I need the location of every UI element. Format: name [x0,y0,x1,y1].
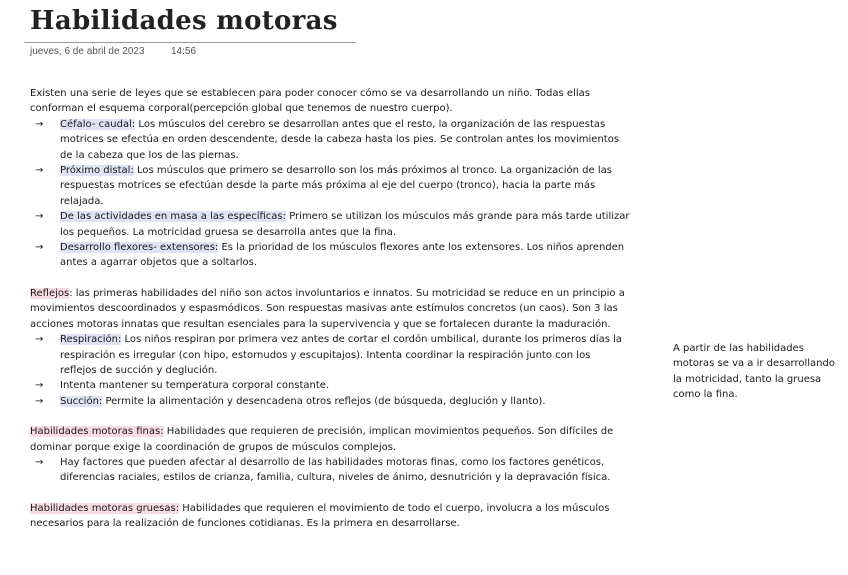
paragraph-text: : las primeras habilidades del niño son actos involuntarios e innatos. Su motricidad se reduce en un principio a movimientos descoordinados y espasmódicos. Son respuestas masivas ante estímulos concretos (un caos). Son 3 las acciones motoras innatas que resultan esenciales para la supervivencia y que se fortalecen durante la maduración. [30,287,625,330]
item-text: Los músculos del cerebro se desarrollan antes que el resto, la organización de las respuestas motrices se efectúa en orden descendente, desde la cabeza hasta los pies. Se controlan antes los movimientos de la cabeza que los de las piernas. [60,118,620,161]
item-text: Los niños respiran por primera vez antes de cortar el cordón umbilical, durante los primeros días la respiración es irregular (con hipo, estornudos y escupitajos). Intenta coordinar la respiración junto con los reflejos de succión y deglución. [60,334,623,376]
term-highlight: De las actividades en masa a las específicas: [60,211,287,223]
arrow-icon: → [35,165,44,177]
list-item-temperatura [30,378,630,393]
term-highlight: Habilidades motoras gruesas: [30,502,180,514]
term-highlight: Reflejos [30,287,70,299]
arrow-icon: → [35,380,44,392]
term-highlight: Succión: [60,395,103,407]
side-note[interactable]: A partir de las habilidades motoras se va a ir desarrollando la motricidad, tanto la gruesa como la fina. [673,343,835,401]
note-time: 14:56 [171,46,197,57]
arrow-icon: → [35,118,44,130]
note-date: jueves, 6 de abril de 2023 [30,46,145,57]
gruesas-paragraph [30,501,630,532]
paragraph-text: Habilidades que requieren el movimiento de todo el cuerpo, involucra a los músculos necesarios para la realización de funciones cotidianas. Es la primera en desarrollarse. [30,502,610,530]
arrow-icon: → [35,395,44,407]
term-highlight: Respiración: [60,334,122,346]
reflejos-paragraph [30,286,630,332]
note-body[interactable] [30,86,630,532]
list-item-flexores-extensores [30,240,630,271]
arrow-icon: → [35,242,44,254]
finas-paragraph [30,424,630,455]
term-highlight: Próximo distal: [60,165,134,177]
list-item-succion [30,394,630,409]
item-text: Intenta mantener su temperatura corporal constante. [60,380,330,392]
page-title: Habilidades motoras [30,6,338,36]
item-text: Hay factores que pueden afectar al desarrollo de las habilidades motoras finas, como los factores genéticos, diferencias raciales, estilos de crianza, familia, cultura, niveles de ánimo, desnutrición y la depravación física. [60,456,611,484]
item-text: Primero se utilizan los músculos más grande para más tarde utilizar los pequeños. La motricidad gruesa se desarrolla antes que la fina. [60,211,630,238]
arrow-icon: → [35,456,44,468]
intro-paragraph: Existen una serie de leyes que se establecen para poder conocer cómo se va desarrollando un niño. Todas ellas conforman el esquema corporal(percepción global que tenemos de nuestro cuerpo). [30,88,590,115]
term-highlight: Habilidades motoras finas: [30,426,164,438]
list-item-factores [30,455,630,486]
list-item-masa-especificas [30,209,630,240]
list-item-respiracion [30,332,630,378]
list-item-cefalo-caudal [30,117,630,163]
title-divider [24,42,356,43]
arrow-icon: → [35,211,44,223]
term-highlight: Céfalo- caudal: [60,118,136,130]
term-highlight: Desarrollo flexores- extensores: [60,242,219,254]
item-text: Es la prioridad de los músculos flexores ante los extensores. Los niños aprenden antes a agarrar objetos que a soltarlos. [60,242,625,269]
list-item-proximo-distal [30,163,630,209]
arrow-icon: → [35,334,44,346]
paragraph-text: Habilidades que requieren de precisión, implican movimientos pequeños. Son difíciles de dominar porque exige la coordinación de grupos de músculos complejos. [30,426,614,453]
item-text: Permite la alimentación y desencadena otros reflejos (de búsqueda, deglución y llanto). [102,395,546,407]
item-text: Los músculos que primero se desarrollo son los más próximos al tronco. La organización de las respuestas motrices se efectúan desde la parte más próxima al eje del cuerpo (tronco), hacia la parte más relajada. [60,165,612,207]
